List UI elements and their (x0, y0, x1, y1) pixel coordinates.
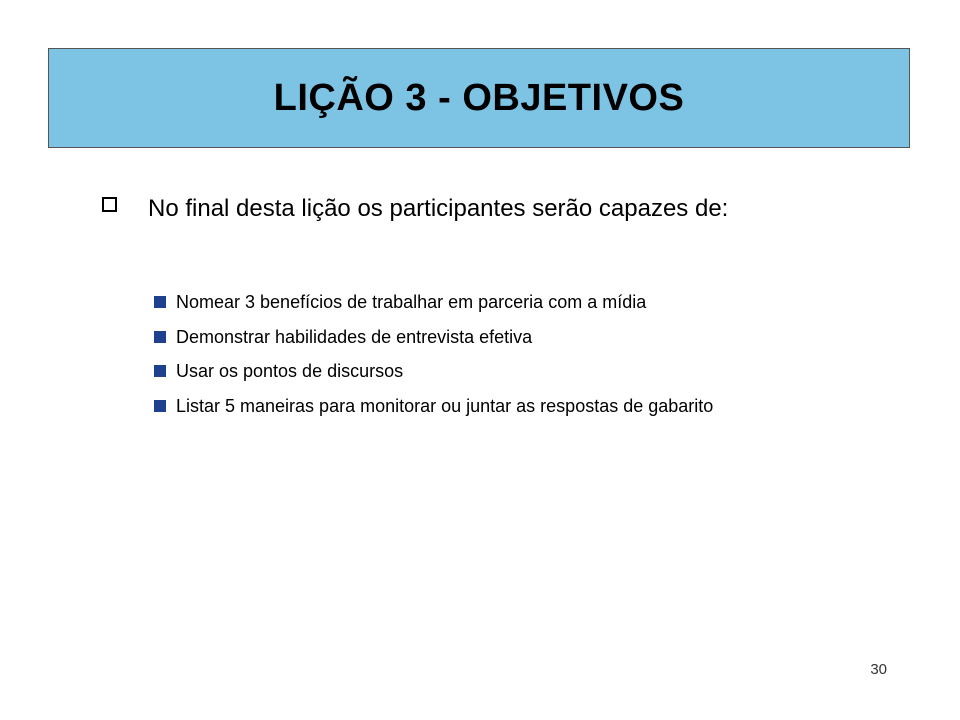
list-item-text: Listar 5 maneiras para monitorar ou juntar as respostas de gabarito (176, 395, 714, 416)
filled-square-icon (154, 296, 166, 308)
list-item-text: Nomear 3 benefícios de trabalhar em parceria com a mídia (176, 292, 647, 312)
list-item (154, 354, 834, 389)
objectives-list (154, 285, 834, 423)
main-bullet (100, 192, 740, 226)
slide-title: LIÇÃO 3 - OBJETIVOS (273, 76, 685, 119)
filled-square-icon (154, 365, 166, 377)
title-banner (48, 48, 910, 148)
list-item (154, 389, 776, 424)
list-item (154, 320, 834, 355)
list-item-text: Demonstrar habilidades de entrevista efetiva (176, 326, 533, 347)
list-item (154, 285, 676, 320)
hollow-square-icon (102, 197, 117, 212)
list-item-text: Usar os pontos de discursos (176, 361, 404, 381)
filled-square-icon (154, 331, 166, 343)
page-number: 30 (870, 661, 887, 678)
main-bullet-text: No final desta lição os participantes serão capazes de: (148, 195, 729, 222)
filled-square-icon (154, 400, 166, 412)
